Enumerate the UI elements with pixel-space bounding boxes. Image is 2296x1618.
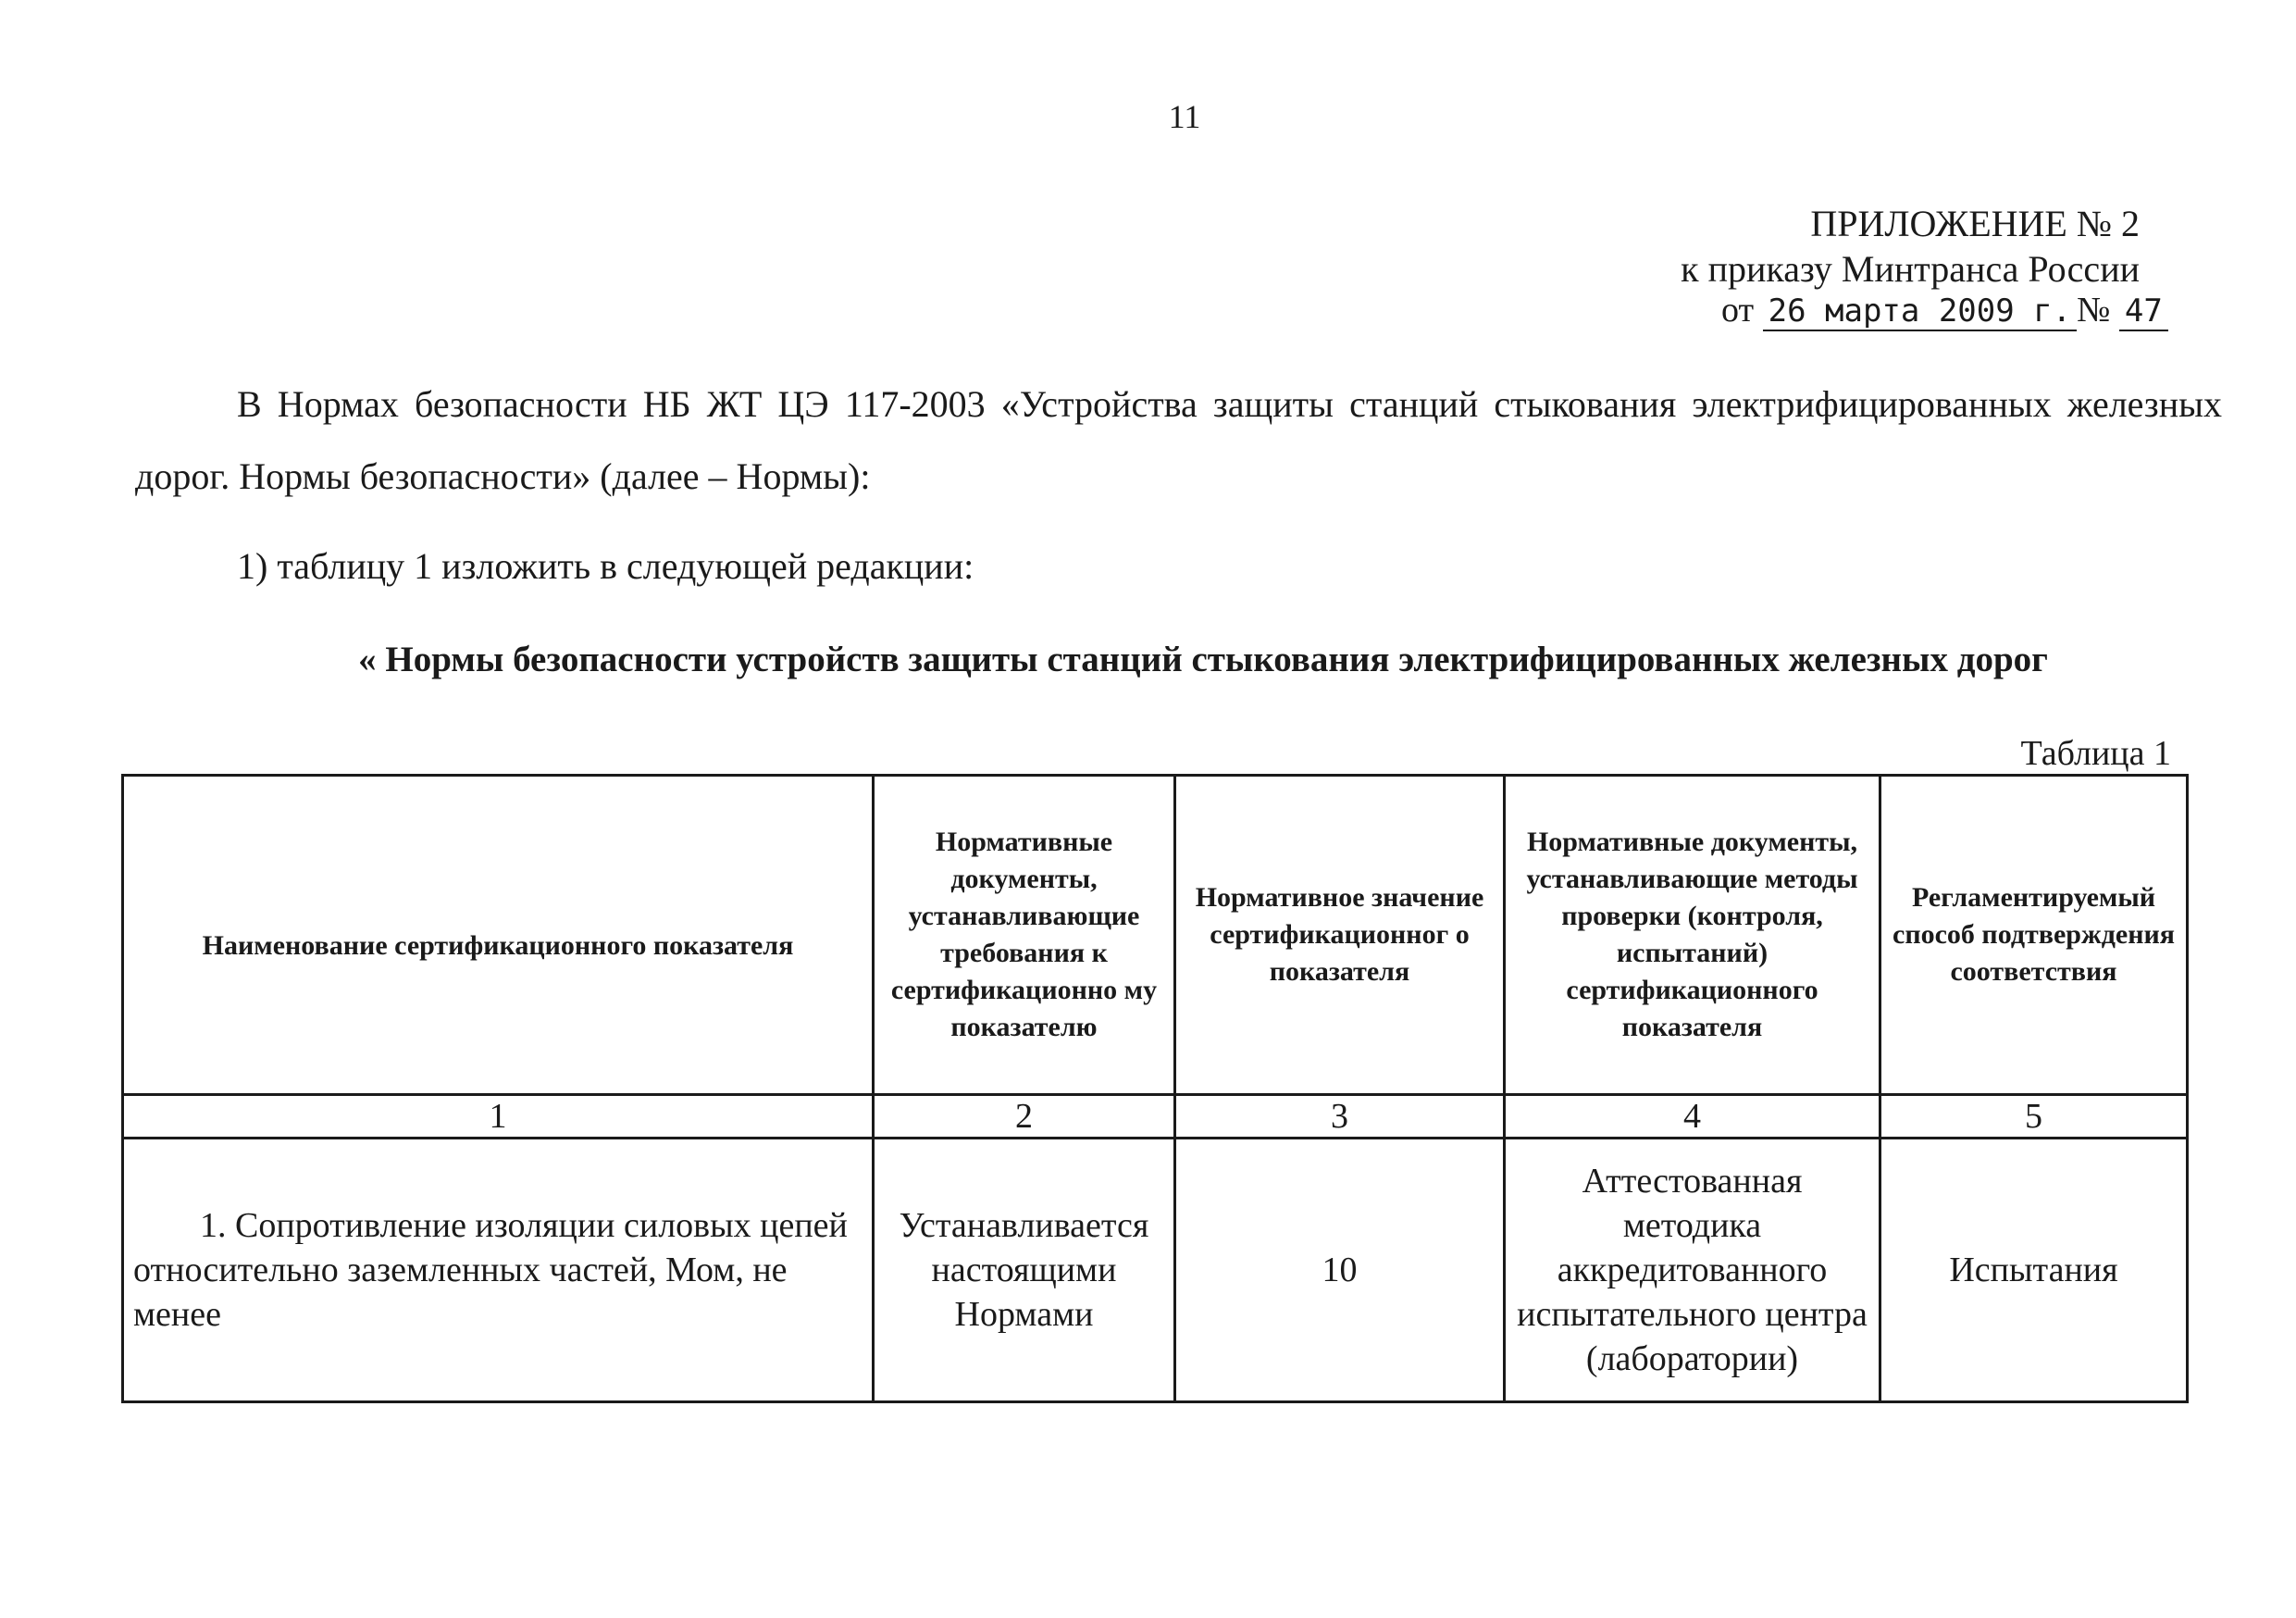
column-number: 3: [1175, 1095, 1505, 1139]
table-label: Таблица 1: [2020, 734, 2171, 773]
header-cell: Наименование сертификационного показателя: [123, 776, 874, 1095]
header-cell: Нормативные документы, устанавливающие методы проверки (контроля, испытаний) сертификационного показателя: [1505, 776, 1880, 1095]
number-prefix: №: [2077, 291, 2111, 330]
page-number: 11: [1168, 98, 1201, 135]
table-row: [123, 1139, 2188, 1402]
table-cell: Аттестованная методика аккредитованного испытательного центра (лаборатории): [1505, 1139, 1880, 1402]
order-number: 47: [2119, 292, 2168, 331]
order-reference: к приказу Минтранса России: [1681, 248, 2140, 290]
table-title: « Нормы безопасности устройств защиты станций стыкования электрифицированных железных дорог: [358, 640, 2048, 679]
header-cell: Нормативное значение сертификационног о показателя: [1175, 776, 1505, 1095]
table-cell: 1. Сопротивление изоляции силовых цепей относительно заземленных частей, Мом, не менее: [123, 1139, 874, 1402]
header-cell: Регламентируемый способ подтверждения соответствия: [1880, 776, 2188, 1095]
intro-paragraph: В Нормах безопасности НБ ЖТ ЦЭ 117-2003 «Устройства защиты станций стыкования электрифицированных железных дорог. Нормы безопасности» (далее – Нормы):: [135, 383, 2222, 497]
table-cell: Устанавливается настоящими Нормами: [874, 1139, 1175, 1402]
list-item-1: 1) таблицу 1 изложить в следующей редакции:: [237, 545, 974, 587]
column-number-row: [123, 1095, 2188, 1139]
norms-table: [121, 774, 2189, 1403]
order-date-line: [1721, 290, 2212, 331]
appendix-title: ПРИЛОЖЕНИЕ № 2: [1810, 203, 2140, 244]
table-cell: Испытания: [1880, 1139, 2188, 1402]
order-date: 26 марта 2009 г.: [1763, 292, 2078, 331]
column-number: 1: [123, 1095, 874, 1139]
header-cell: Нормативные документы, устанавливающие требования к сертификационно му показателю: [874, 776, 1175, 1095]
table-header-row: [123, 776, 2188, 1095]
column-number: 5: [1880, 1095, 2188, 1139]
date-prefix: от: [1721, 291, 1755, 330]
table-cell: 10: [1175, 1139, 1505, 1402]
column-number: 2: [874, 1095, 1175, 1139]
column-number: 4: [1505, 1095, 1880, 1139]
